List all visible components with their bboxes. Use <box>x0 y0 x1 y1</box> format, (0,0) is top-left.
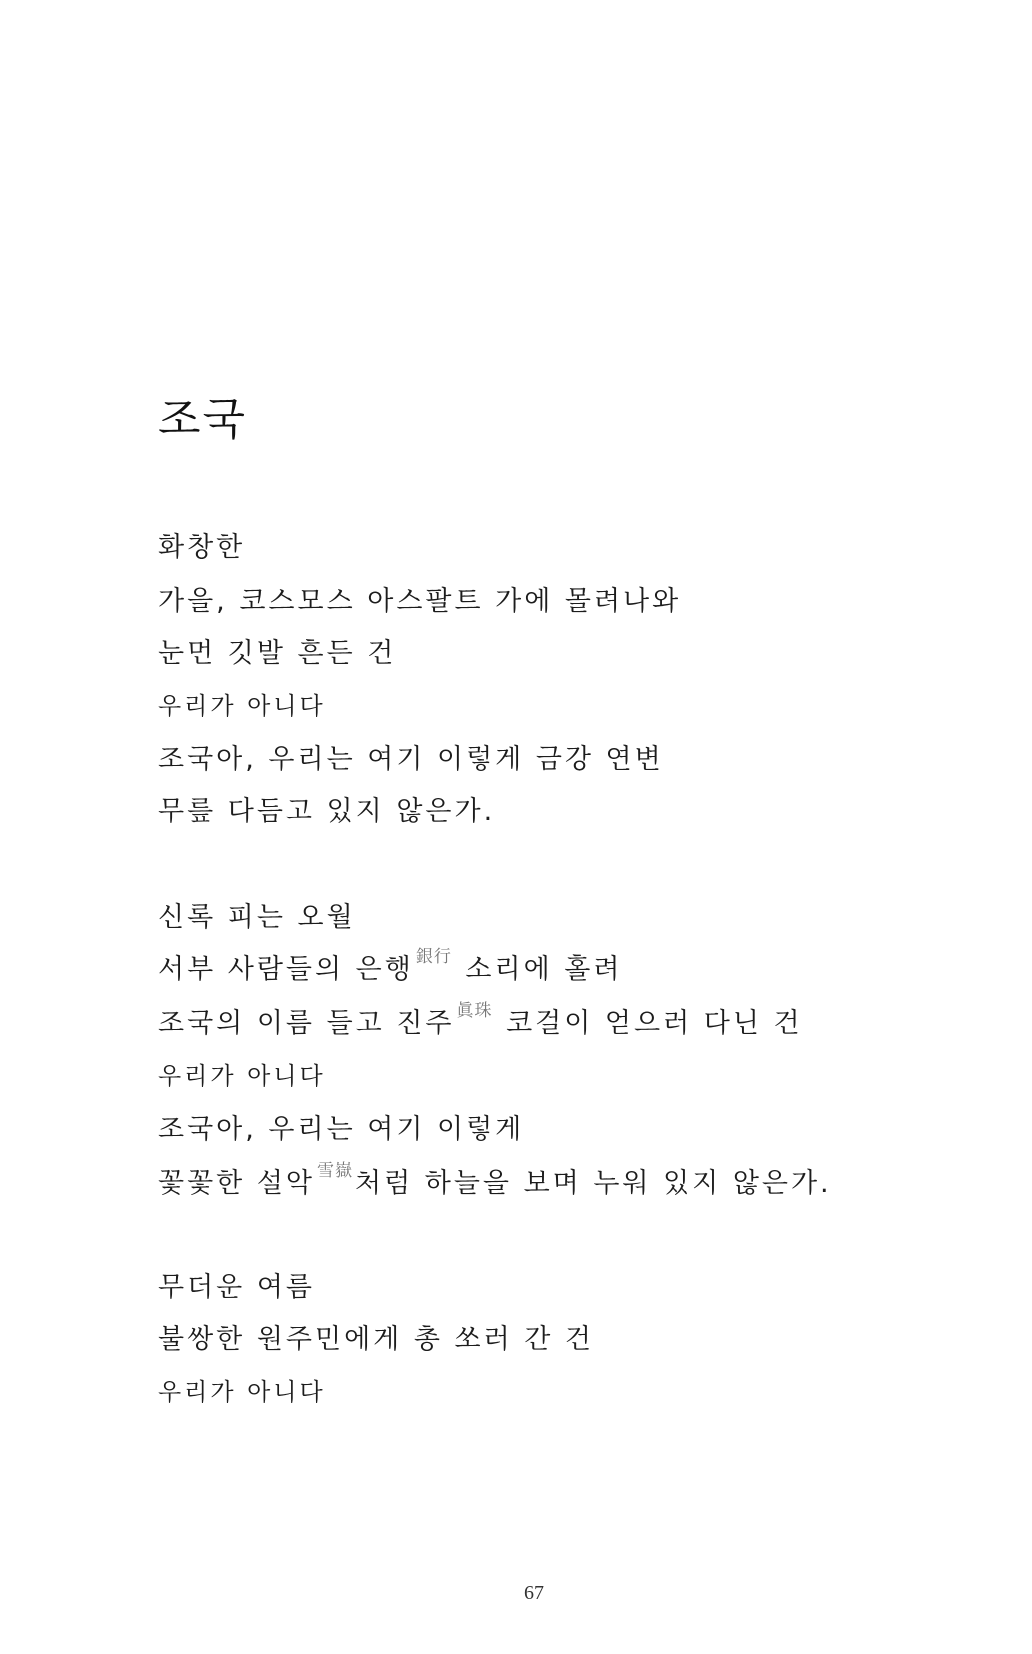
poem-text: 처럼 하늘을 보며 누워 있지 않은가. <box>355 1168 832 1199</box>
poem-line: 눈먼 깃발 흔든 건 <box>158 638 397 669</box>
poem-line: 불쌍한 원주민에게 총 쏘러 간 건 <box>158 1324 594 1355</box>
poem-line: 조국아, 우리는 여기 이렇게 금강 연변 <box>158 744 664 775</box>
hanja-annotation: 銀行 <box>415 947 452 967</box>
page-number: 67 <box>524 1582 544 1604</box>
poem-line <box>158 1001 803 1039</box>
poem-line: 조국아, 우리는 여기 이렇게 <box>158 1114 525 1145</box>
poem-line: 신록 피는 오월 <box>158 902 356 933</box>
poem-line <box>158 1161 832 1199</box>
poem-line: 무더운 여름 <box>158 1272 315 1303</box>
poem-text: 조국의 이름 들고 진주 <box>158 1008 455 1039</box>
poem-text: 서부 사람들의 은행 <box>158 954 414 985</box>
poem-line: 가을, 코스모스 아스팔트 가에 몰려나와 <box>158 586 682 617</box>
poem-line: 우리가 아니다 <box>158 1062 326 1090</box>
hanja-annotation: 雪嶽 <box>317 1161 353 1181</box>
poem-line: 우리가 아니다 <box>158 1378 326 1406</box>
poem-line <box>158 947 623 985</box>
poem-text: 코걸이 얻으러 다닌 건 <box>494 1008 803 1039</box>
poem-line: 무릎 다듬고 있지 않은가. <box>158 796 496 827</box>
poem-text: 소리에 홀려 <box>453 954 623 985</box>
poem-text: 꽃꽃한 설악 <box>158 1168 315 1199</box>
hanja-annotation: 眞珠 <box>456 1001 493 1021</box>
poem-line: 우리가 아니다 <box>158 692 326 720</box>
poem-line: 화창한 <box>158 532 246 563</box>
poem-title: 조국 <box>158 394 248 445</box>
